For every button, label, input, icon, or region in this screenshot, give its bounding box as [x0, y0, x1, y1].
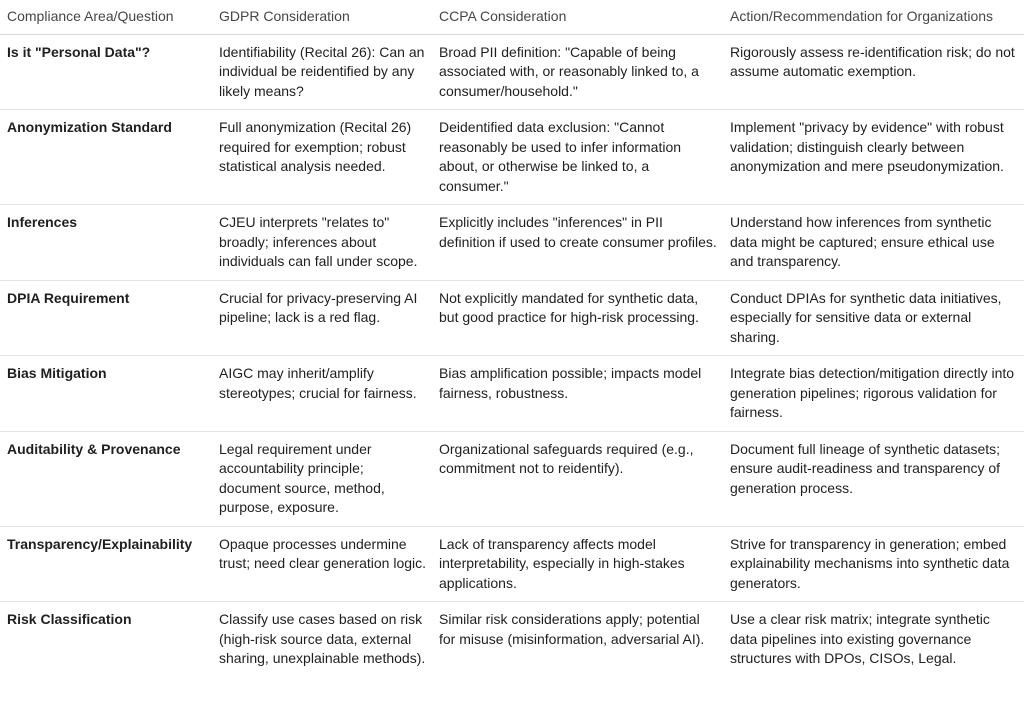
- header-ccpa: CCPA Consideration: [432, 0, 723, 34]
- action-cell: Conduct DPIAs for synthetic data initiatives, especially for sensitive data or external sharing.: [723, 280, 1024, 356]
- table-row: [0, 526, 1024, 602]
- table-row: [0, 280, 1024, 356]
- action-cell: Use a clear risk matrix; integrate synthetic data pipelines into existing governance structures with DPOs, CISOs, Legal.: [730, 611, 990, 666]
- table-row: [0, 431, 1024, 526]
- ccpa-cell: Similar risk considerations apply; potential for misuse (misinformation, adversarial AI).: [439, 611, 705, 647]
- ccpa-cell: Explicitly includes "inferences" in PII definition if used to create consumer profiles.: [432, 205, 723, 281]
- gdpr-cell: CJEU interprets "relates to" broadly; inferences about individuals can fall under scope.: [212, 205, 432, 281]
- area-cell: Auditability & Provenance: [0, 431, 212, 526]
- action-cell: Understand how inferences from synthetic data might be captured; ensure ethical use and transparency.: [723, 205, 1024, 281]
- header-row: [0, 0, 1024, 34]
- ccpa-cell: Not explicitly mandated for synthetic data, but good practice for high-risk processing.: [432, 280, 723, 356]
- ccpa-cell: Lack of transparency affects model interpretability, especially in high-stakes applications.: [432, 526, 723, 602]
- ccpa-cell: Broad PII definition: "Capable of being associated with, or reasonably linked to, a consumer/household.": [432, 34, 723, 110]
- header-compliance-area: Compliance Area/Question: [0, 0, 212, 34]
- action-cell: Rigorously assess re-identification risk; do not assume automatic exemption.: [723, 34, 1024, 110]
- area-cell: Transparency/Explainability: [0, 526, 212, 602]
- ccpa-cell: Deidentified data exclusion: "Cannot reasonably be used to infer information about, or otherwise be linked to, a consumer.": [432, 110, 723, 205]
- gdpr-cell: Identifiability (Recital 26): Can an individual be reidentified by any likely means?: [212, 34, 432, 110]
- area-cell: Risk Classification: [7, 611, 132, 627]
- area-cell: Is it "Personal Data"?: [0, 34, 212, 110]
- gdpr-cell: Opaque processes undermine trust; need clear generation logic.: [212, 526, 432, 602]
- area-cell: Bias Mitigation: [0, 356, 212, 432]
- header-action: Action/Recommendation for Organizations: [723, 0, 1024, 34]
- gdpr-cell: Legal requirement under accountability principle; document source, method, purpose, exposure.: [212, 431, 432, 526]
- gdpr-cell: Classify use cases based on risk (high-risk source data, external sharing, unexplainable methods).: [219, 611, 426, 666]
- action-cell: Integrate bias detection/mitigation directly into generation pipelines; rigorous validation for fairness.: [723, 356, 1024, 432]
- area-cell: DPIA Requirement: [0, 280, 212, 356]
- gdpr-cell: AIGC may inherit/amplify stereotypes; crucial for fairness.: [212, 356, 432, 432]
- table-row: [0, 34, 1024, 110]
- gdpr-cell: Full anonymization (Recital 26) required for exemption; robust statistical analysis needed.: [212, 110, 432, 205]
- action-cell: Strive for transparency in generation; embed explainability mechanisms into synthetic data generators.: [723, 526, 1024, 602]
- gdpr-cell: Crucial for privacy-preserving AI pipeline; lack is a red flag.: [212, 280, 432, 356]
- table-row: [0, 356, 1024, 432]
- action-cell: Document full lineage of synthetic datasets; ensure audit-readiness and transparency of generation process.: [723, 431, 1024, 526]
- area-cell: Anonymization Standard: [0, 110, 212, 205]
- ccpa-cell: Bias amplification possible; impacts model fairness, robustness.: [432, 356, 723, 432]
- table-row: [0, 110, 1024, 205]
- header-gdpr: GDPR Consideration: [212, 0, 432, 34]
- ccpa-cell: Organizational safeguards required (e.g., commitment not to reidentify).: [432, 431, 723, 526]
- table-row: [0, 205, 1024, 281]
- table-row: [0, 602, 1024, 677]
- action-cell: Implement "privacy by evidence" with robust validation; distinguish clearly between anonymization and mere pseudonymization.: [723, 110, 1024, 205]
- area-cell: Inferences: [0, 205, 212, 281]
